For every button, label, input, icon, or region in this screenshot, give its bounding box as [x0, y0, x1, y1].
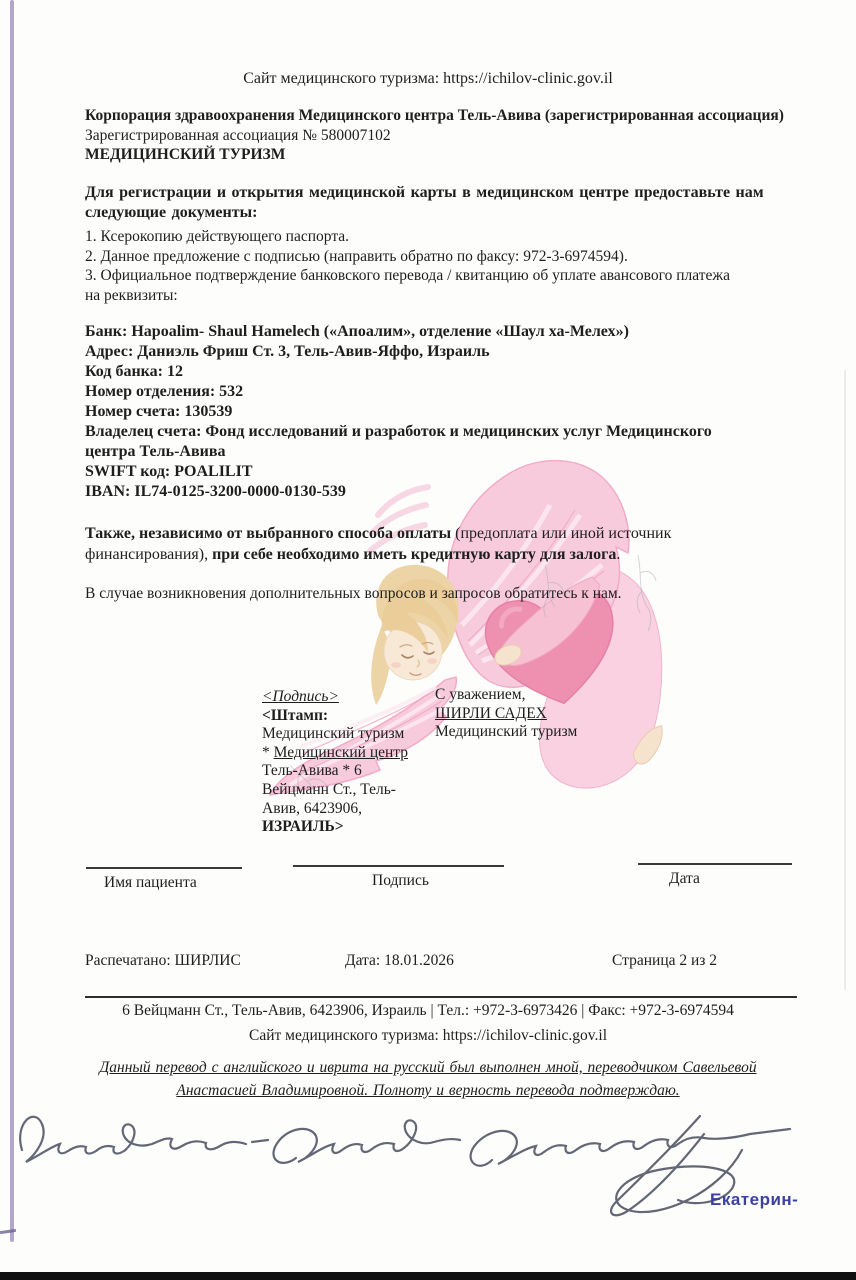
bank-line: Код банка: 12: [85, 363, 183, 380]
bank-line: центра Тель-Авива: [85, 443, 226, 460]
bank-line: Номер счета: 130539: [85, 403, 233, 420]
blue-stamp-fragment: Екатерин-: [710, 1190, 799, 1209]
requirement-item: 3. Официальное подтверждение банковского перевода / квитанцию об уплате авансового платежа: [85, 267, 730, 285]
printed-by: Распечатано: ШИРЛИС: [85, 952, 241, 969]
signature-label: Подпись: [372, 872, 429, 889]
closing-regards: С уважением,: [435, 686, 526, 703]
stamp-open: <Штамп:: [262, 706, 329, 724]
patient-name-label: Имя пациента: [104, 874, 197, 891]
footer-address-line: 6 Вейцманн Ст., Тель-Авив, 6423906, Израиль | Тел.: +972-3-6973426 | Факс: +972-3-6974594: [122, 1002, 734, 1019]
closing-name: ШИРЛИ САДЕХ: [435, 704, 547, 722]
stamp-line: Медицинский туризм: [262, 725, 405, 743]
stamp-line-underlined: Медицинский центр: [273, 743, 409, 761]
bank-line: Банк: Hapoalim- Shaul Hamelech («Апоалим», отделение «Шаул ха-Мелех»): [85, 323, 629, 340]
contact-line: В случае возникновения дополнительных вопросов и запросов обратитесь к нам.: [85, 585, 622, 602]
closing-dept: Медицинский туризм: [435, 723, 578, 740]
bank-line: Владелец счета: Фонд исследований и разработок и медицинских услуг Медицинского: [85, 423, 712, 440]
date-label: Дата: [669, 870, 700, 887]
stamp-line: Вейцманн Ст., Тель-: [262, 780, 396, 798]
notice-tail: .: [616, 545, 621, 563]
intro-line-1: Для регистрации и открытия медицинской карты в медицинском центре предоставьте нам: [85, 184, 764, 201]
page-number: Страница 2 из 2: [612, 952, 718, 969]
notice-bold-1: Также, независимо от выбранного способа оплаты: [85, 525, 452, 542]
bank-line: Номер отделения: 532: [85, 383, 244, 400]
date-line: [638, 863, 792, 865]
notice-bold-2: при себе необходимо иметь кредитную карту для залога: [212, 545, 617, 563]
intro-paragraph: [85, 183, 764, 222]
signature-placeholder: <Подпись>: [262, 688, 339, 705]
scan-right-shadow-line: [844, 370, 846, 990]
translator-line-1: Данный перевод с английского и иврита на русский был выполнен мной, переводчиком Савельевой: [99, 1059, 757, 1076]
notice-reg-1: (предоплата или иной источник: [451, 525, 672, 542]
requirement-item: на реквизиты:: [85, 286, 178, 304]
stamp-star: *: [262, 743, 274, 761]
bank-line: Адрес: Даниэль Фриш Ст. 3, Тель-Авив-Яффо, Израиль: [85, 343, 490, 360]
bank-details-block: [85, 322, 712, 502]
closing-block: [435, 686, 577, 742]
print-info-row: [0, 952, 856, 974]
requirement-item: 2. Данное предложение с подписью (направить обратно по факсу: 972-3-6974594).: [85, 247, 628, 265]
notice-reg-2: финансирования),: [85, 545, 213, 563]
patient-name-line: [86, 867, 242, 869]
org-dept-line: МЕДИЦИНСКИЙ ТУРИЗМ: [85, 146, 286, 163]
requirement-item: 1. Ксерокопию действующего паспорта.: [85, 228, 350, 245]
translator-line-2: Анастасией Владимировной. Полноту и верность перевода подтверждаю.: [176, 1082, 680, 1099]
org-registration-line: Зарегистрированная ассоциация № 580007102: [85, 126, 391, 144]
stamp-line: Тель-Авива * 6: [262, 762, 362, 780]
bank-line: SWIFT код: POALILIT: [85, 463, 253, 480]
stamp-line: Авив, 6423906,: [262, 799, 363, 817]
intro-line-2: следующие документы:: [85, 203, 258, 221]
footer-divider: [85, 996, 797, 998]
requirements-list: [85, 227, 730, 305]
scan-bottom-bar: [0, 1272, 856, 1280]
blush-left: [391, 662, 401, 668]
org-header-block: [85, 106, 801, 165]
translator-statement: [0, 1056, 856, 1102]
stamp-country-line: ИЗРАИЛЬ>: [262, 818, 344, 836]
blush-right: [427, 658, 437, 664]
signature-line: [293, 865, 504, 867]
top-site-line: Сайт медицинского туризма: https://ichilov-clinic.gov.il: [243, 70, 613, 87]
org-name-line: Корпорация здравоохранения Медицинского центра Тель-Авива (зарегистрированная ассоциация): [85, 107, 784, 124]
footer-site-line: Сайт медицинского туризма: https://ichilov-clinic.gov.il: [248, 1027, 608, 1044]
payment-notice-paragraph: [85, 524, 671, 565]
bank-line: IBAN: IL74-0125-3200-0000-0130-539: [85, 483, 346, 500]
stamp-block: [262, 688, 408, 837]
print-date: Дата: 18.01.2026: [345, 952, 454, 969]
